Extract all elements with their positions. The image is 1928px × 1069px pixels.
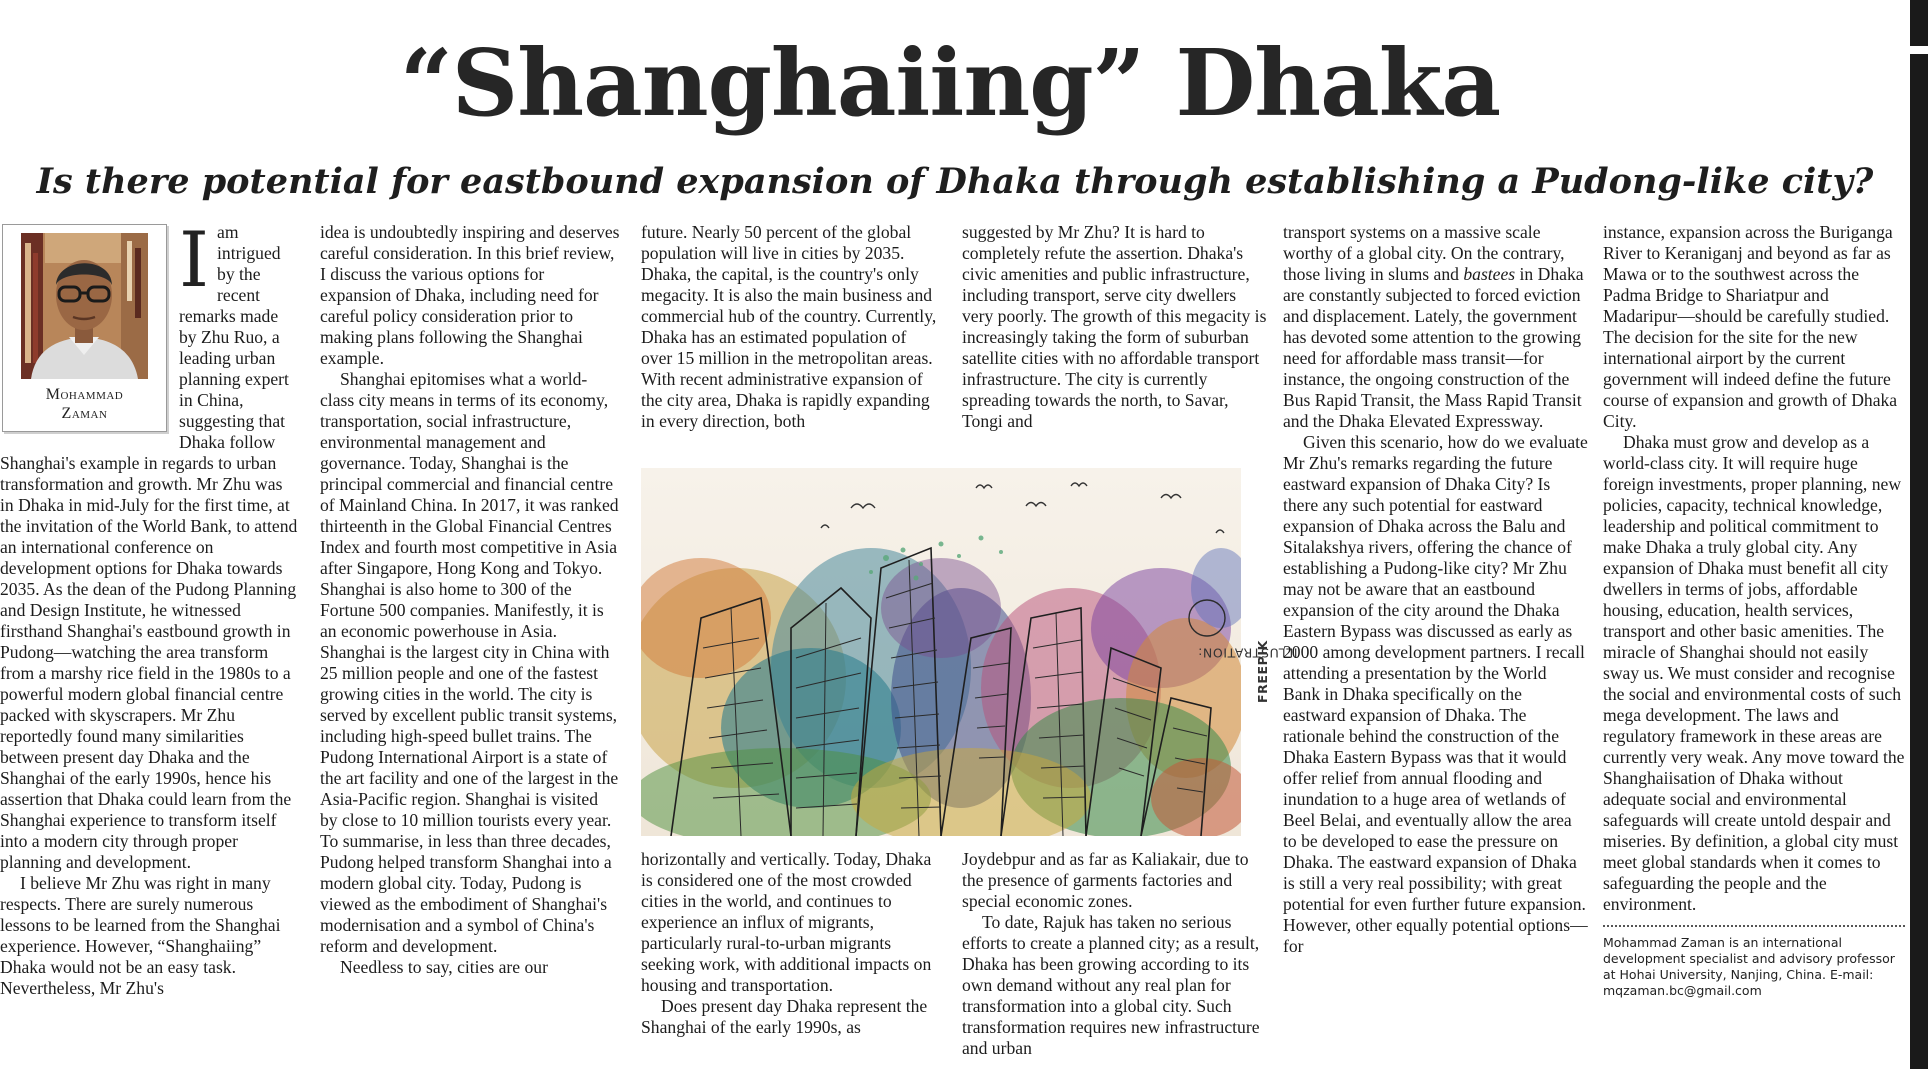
paragraph: Given this scenario, how do we evaluate Mr Zhu's remarks regarding the future eastward expansion of Dhaka City? Is there any such potential for eastward expansion of Dhaka across the Balu and Sitalakshya rivers, offering the chance of establishing a Pudong-like city? Mr Zhu may not be aware that an eastbound expansion of the city around the Dhaka Eastern Bypass was discussed as early as 2000 among development partners. I recall attending a presentation by the World Bank in Dhaka specifically on the eastward expansion of Dhaka. The rationale behind the construction of the Dhaka Eastern Bypass was that it would offer relief from annual flooding and inundation to a huge area of wetlands of Beel Belai, and eventually allow the area to be developed to ease the pressure on Dhaka. The eastward expansion of Dhaka is still a very real possibility; with great potential for even further future expansion. However, other equally potential options—for <box>1283 432 1588 956</box>
article-column-5 <box>1283 222 1588 1067</box>
paragraph: Needless to say, cities are our <box>340 957 548 977</box>
author-bio: Mohammad Zaman is an international development specialist and advisory professor at Hohai University, Nanjing, China. E-mail: mqzaman.bc@gmail.com <box>1603 935 1895 998</box>
paragraph: Shanghai epitomises what a world-class city means in terms of its economy, transportation, social infrastructure, environmental management and governance. Today, Shanghai is the principal commercial and financial centre of Mainland China. In 2017, it was ranked thirteenth in the Global Financial Centres Index and fourth most competitive in Asia after Singapore, Hong Kong and Tokyo. Shanghai is also home to 300 of the Fortune 500 companies. Manifestly, it is an economic powerhouse in Asia. Shanghai is the largest city in China with 25 million people and one of the fastest growing cities in the world. The city is served by excellent public transit systems, including high-speed bullet trains. The Pudong International Airport is a state of the art facility and one of the largest in the Asia-Pacific region. Shanghai is visited by close to 10 million tourists every year. To summarise, in less than three decades, Pudong helped transform Shanghai into a modern global city. Today, Pudong is viewed as the embodiment of Shanghai's modernisation and a symbol of China's reform and development. <box>320 369 619 956</box>
subheadline: Is there potential for eastbound expansion of Dhaka through establishing a Pudong-like city? <box>36 161 1874 202</box>
city-illustration <box>641 468 1241 836</box>
article-column-1 <box>0 222 300 1067</box>
paragraph-text: in Dhaka are constantly subjected to forced eviction and displacement. Lately, the government has devoted some attention to the growing need for affordable mass transit—for instance, the ongoing construction of the Bus Rapid Transit, the Mass Rapid Transit and the Dhaka Elevated Expressway. <box>1283 264 1584 431</box>
paragraph: idea is undoubtedly inspiring and deserves careful consideration. In this brief review, I discuss the various options for expansion of Dhaka, including need for careful policy consideration prior to making plans following the Shanghai example. <box>320 222 620 368</box>
drop-cap: I <box>179 222 210 304</box>
paragraph: To date, Rajuk has taken no serious efforts to create a planned city; as a result, Dhaka has been growing according to its own demand without any real plan for transformation into a global city. Such transformation requires new infrastructure and urban <box>962 912 1260 1058</box>
paragraph <box>1283 222 1588 432</box>
paragraph: horizontally and vertically. Today, Dhaka is considered one of the most crowded cities in the world, and continues to experience an influx of migrants, particularly rural-to-urban migrants seeking work, with additional impacts on housing and transportation. <box>641 849 932 995</box>
paragraph: am intrigued by the recent remarks made by Zhu Ruo, a leading urban planning expert in China, suggesting that Dhaka follow Shanghai's example in regards to urban transformation and growth. Mr Zhu was in Dhaka in mid-July for the first time, at the invitation of the World Bank, to attend an international conference on development options for Dhaka towards 2035. As the dean of the Pudong Planning and Design Institute, he witnessed firsthand Shanghai's eastbound growth in Pudong—watching the area transform from a marshy rice field in the 1980s to a powerful modern global financial centre packed with skyscrapers. Mr Zhu reportedly found many similarities between present day Dhaka and the Shanghai of the early 1990s, hence his assertion that Dhaka could learn from the Shanghai experience to transform itself into a modern city through proper planning and development. <box>0 222 298 872</box>
illustration-credit <box>1197 470 1298 836</box>
paragraph: future. Nearly 50 percent of the global population will live in cities by 2035. Dhaka, the capital, is the country's only megacity. It is also the main business and commercial hub of the country. Currently, Dhaka has an estimated population of over 15 million in the metropolitan areas. With recent administrative expansion of the city area, Dhaka is rapidly expanding in every direction, both <box>641 222 937 431</box>
author-name-last: Zaman <box>61 405 108 422</box>
credit-source: FREEPIK <box>1255 640 1270 703</box>
author-byline-box <box>2 224 167 432</box>
article-column-2 <box>320 222 620 1067</box>
bio-divider <box>1603 925 1905 927</box>
paragraph: Dhaka must grow and develop as a world-class city. It will require huge foreign investments, proper planning, new policies, capacity, technical knowledge, leadership and political commitment to make Dhaka a truly global city. Any expansion of Dhaka must benefit all city dwellers in terms of jobs, affordable housing, education, health services, transport and other basic amenities. The miracle of Shanghai should not easily sway us. We must consider and recognise the social and environmental costs of such mega development. The laws and regulatory framework in these areas are currently very weak. Any move toward the Shanghaiisation of Dhaka without adequate social and environmental safeguards will create untold despair and miseries. By definition, a global city must meet global standards when it comes to safeguarding the people and the environment. <box>1603 432 1905 914</box>
author-name-first: Mohammad <box>45 386 124 403</box>
paragraph: suggested by Mr Zhu? It is hard to completely refute the assertion. Dhaka's civic amenities and public infrastructure, including transport, serve city dwellers very poorly. The growth of this megacity is increasingly taking the form of suburban satellite cities with no affordable transport infrastructure. The city is currently spreading towards the north, to Savar, Tongi and <box>962 222 1267 431</box>
author-photo <box>21 233 148 379</box>
paragraph-text: transport systems on a massive scale worthy of a global city. On the contrary, those living in slums and <box>1283 222 1565 284</box>
paragraph: Joydebpur and as far as Kaliakair, due to the presence of garments factories and special economic zones. <box>962 849 1249 911</box>
article-column-6 <box>1603 222 1905 1067</box>
page-edge-bar <box>1910 0 1928 1069</box>
italic-term: bastees <box>1463 264 1516 284</box>
paragraph: I believe Mr Zhu was right in many respects. There are surely numerous lessons to be learned from the Shanghai experience. However, “Shanghaiing” Dhaka would not be an easy task. Nevertheless, Mr Zhu's <box>0 873 281 998</box>
credit-label: ILLUSTRATION: <box>1197 645 1298 661</box>
paragraph: instance, expansion across the Buriganga River to Keraniganj and beyond as far as Mawa or to the southwest across the Padma Bridge to Shariatpur and Madaripur—should be carefully studied. The decision for the site for the new international airport by the current government will indeed define the future course of expansion and growth of Dhaka City. <box>1603 222 1898 431</box>
headline: “Shanghaiing” Dhaka <box>399 29 1501 137</box>
paragraph: Does present day Dhaka represent the Shanghai of the early 1990s, as <box>641 996 928 1037</box>
page-edge-gap <box>1910 46 1928 54</box>
